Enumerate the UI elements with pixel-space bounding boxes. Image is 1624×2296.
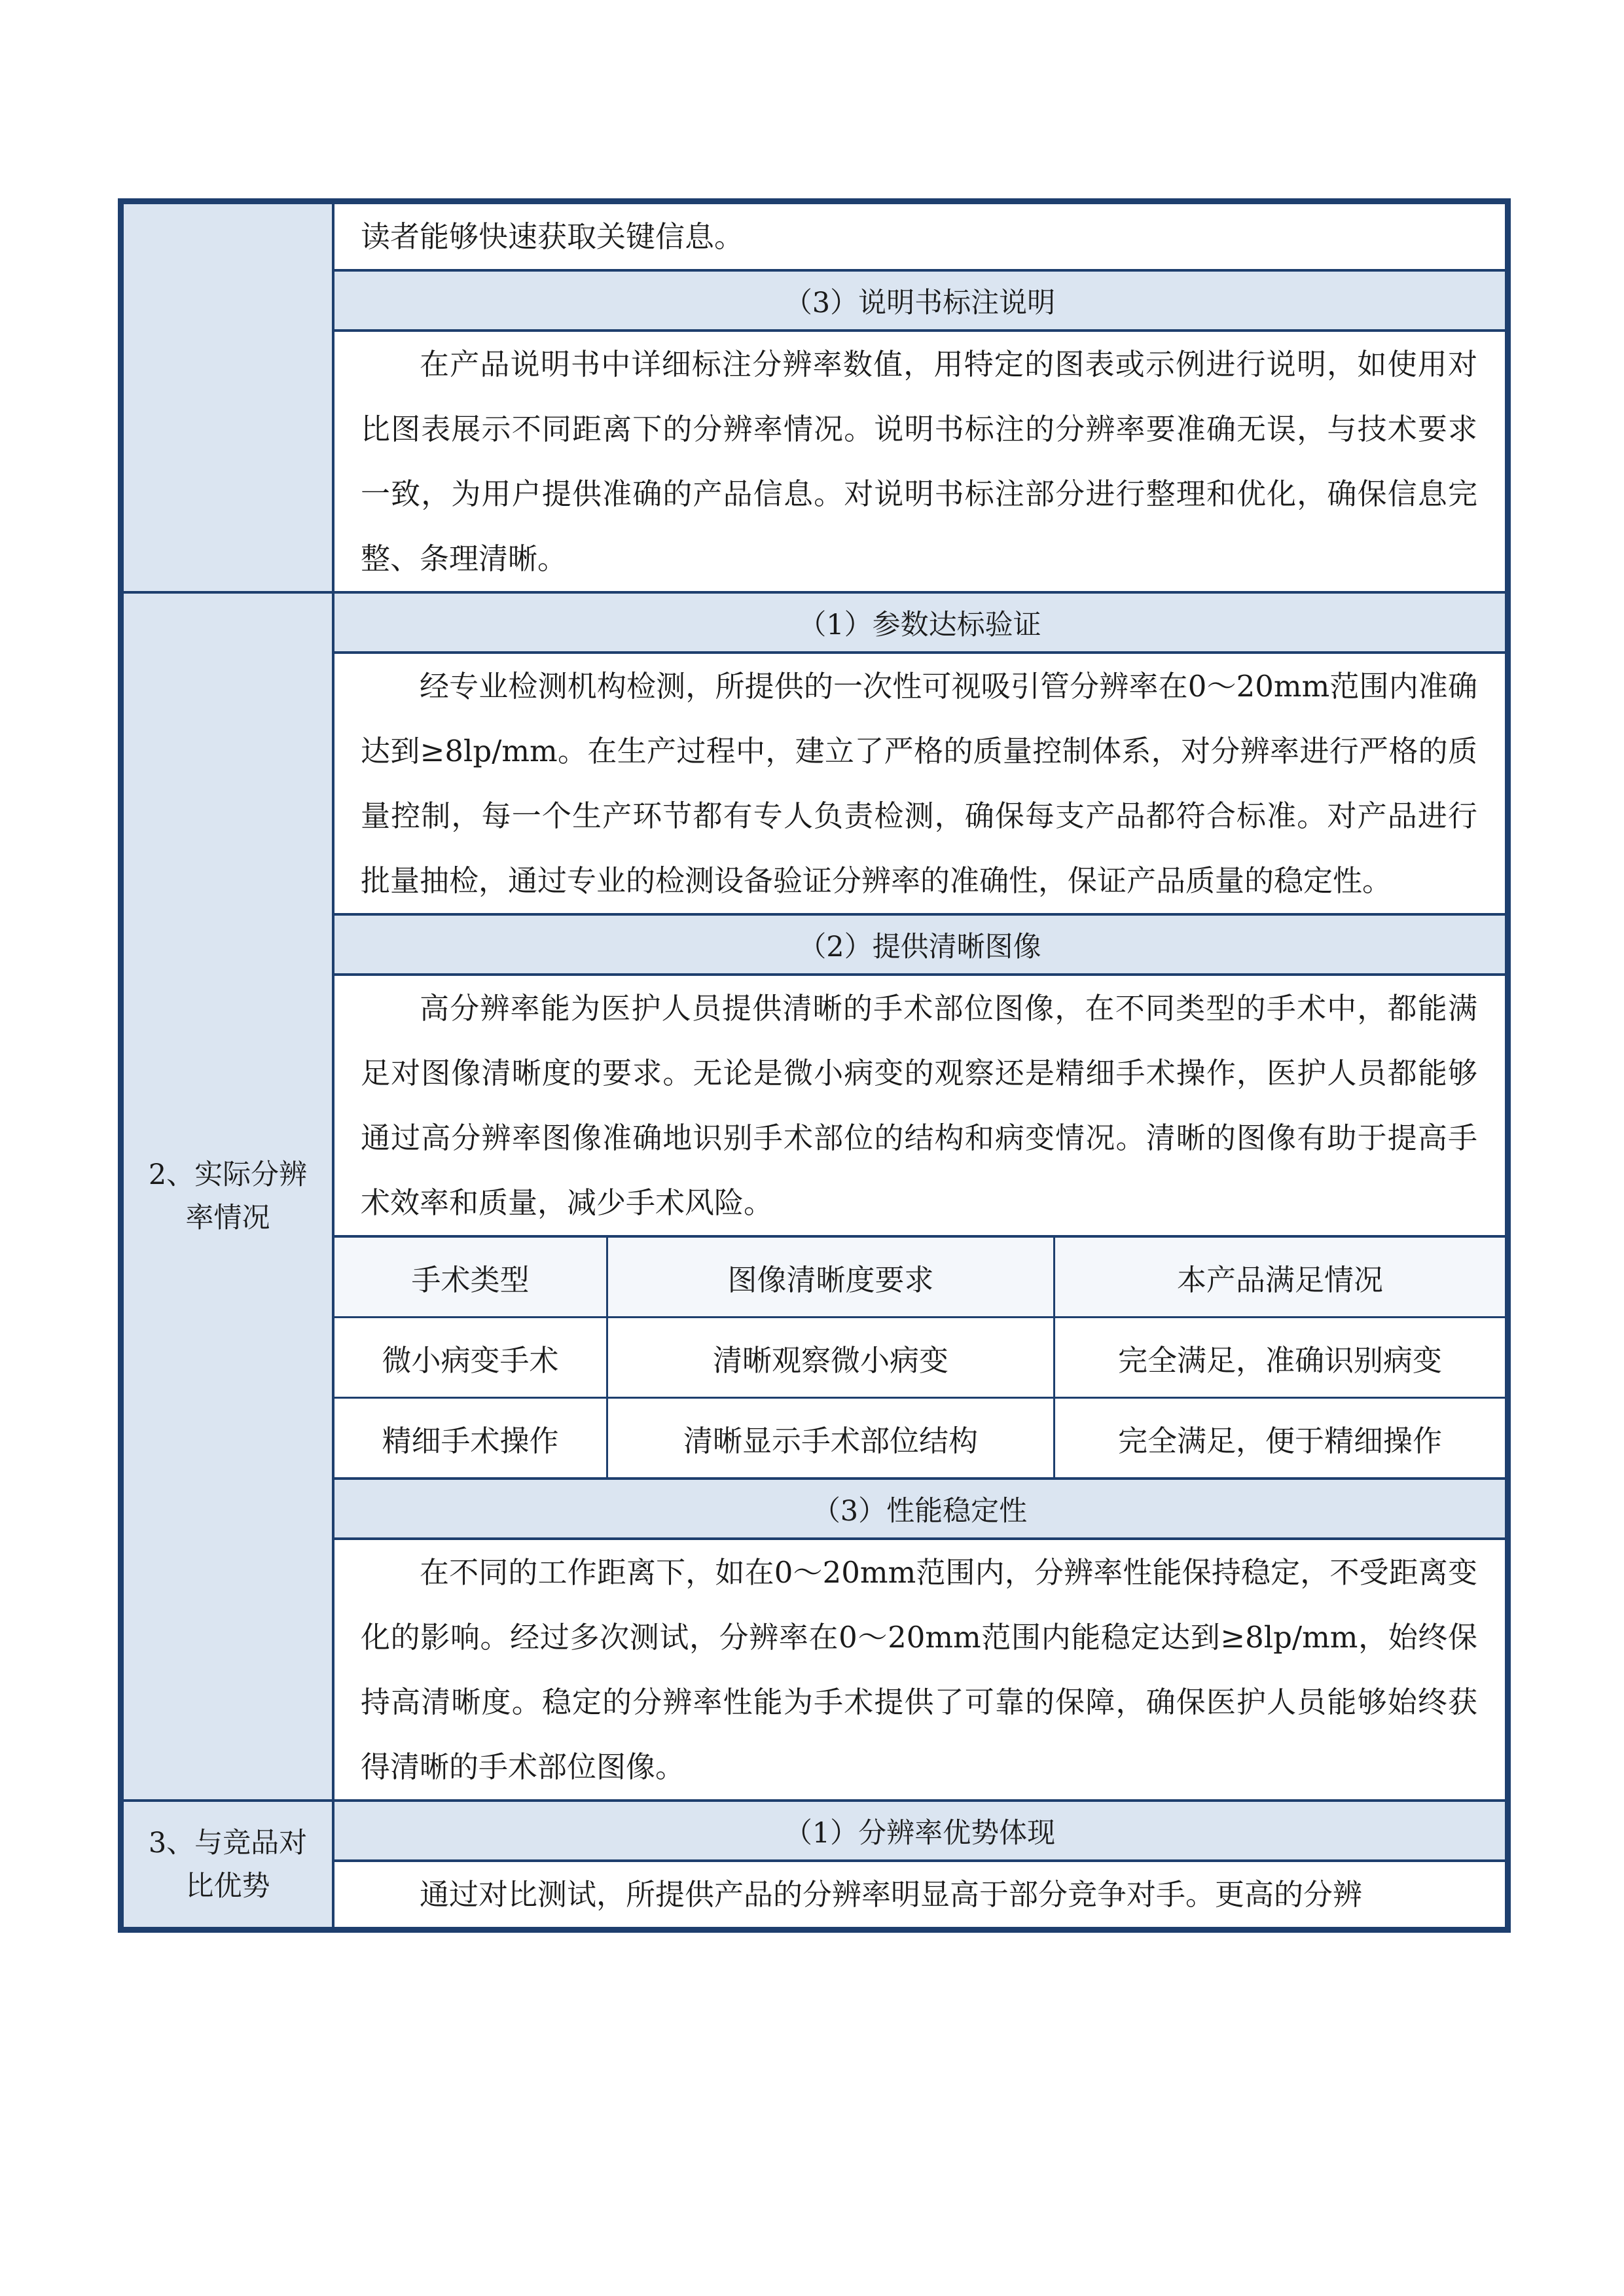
table-row <box>334 1398 1505 1478</box>
section1-sub3-paragraph: 在产品说明书中详细标注分辨率数值，用特定的图表或示例进行说明，如使用对比图表展示不同距离下的分辨率情况。说明书标注的分辨率要准确无误，与技术要求一致，为用户提供准确的产品信息。对说明书标注部分进行整理和优化，确保信息完整、条理清晰。 <box>361 347 1477 576</box>
spec-table <box>118 198 1511 1933</box>
section3-label-cell <box>121 1801 334 1930</box>
section2-label-cell <box>121 592 334 1801</box>
surgery-comparison-table <box>334 1238 1505 1477</box>
section3-sub1-body-cell <box>333 1861 1508 1930</box>
section3-sub1-title: （1）分辨率优势体现 <box>333 1801 1508 1861</box>
surgery-table-header-row <box>334 1238 1505 1318</box>
section2-sub3-paragraph: 在不同的工作距离下，如在0～20mm范围内，分辨率性能保持稳定，不受距离变化的影响。经过多次测试，分辨率在0～20mm范围内能稳定达到≥8lp/mm，始终保持高清晰度。稳定的分辨率性能为手术提供了可靠的保障，确保医护人员能够始终获得清晰的手术部位图像。 <box>361 1555 1477 1784</box>
section1-sub3-title: （3）说明书标注说明 <box>333 270 1508 331</box>
section2-sub3-body-cell <box>333 1539 1508 1801</box>
surgery-type-cell: 微小病变手术 <box>334 1318 607 1398</box>
section2-sub3-title: （3）性能稳定性 <box>333 1479 1508 1539</box>
section2-sub2-body-cell <box>333 975 1508 1236</box>
surgery-type-cell: 精细手术操作 <box>334 1398 607 1478</box>
section2-sub1-header-row <box>121 592 1508 653</box>
section2-sub1-title: （1）参数达标验证 <box>333 592 1508 653</box>
requirement-cell: 清晰显示手术部位结构 <box>607 1398 1055 1478</box>
table-row <box>334 1318 1505 1398</box>
section1-row-continuation <box>121 202 1508 271</box>
section3-sub1-paragraph: 通过对比测试，所提供产品的分辨率明显高于部分竞争对手。更高的分辨 <box>420 1877 1363 1912</box>
surgery-table-header-type: 手术类型 <box>334 1238 607 1318</box>
section2-sub2-title: （2）提供清晰图像 <box>333 914 1508 975</box>
status-cell: 完全满足，准确识别病变 <box>1055 1318 1506 1398</box>
section2-sub2-paragraph: 高分辨率能为医护人员提供清晰的手术部位图像，在不同类型的手术中，都能满足对图像清晰度的要求。无论是微小病变的观察还是精细手术操作，医护人员都能够通过高分辨率图像准确地识别手术部位的结构和病变情况。清晰的图像有助于提高手术效率和质量，减少手术风险。 <box>361 991 1477 1220</box>
section2-sub1-body-cell <box>333 653 1508 914</box>
requirement-cell: 清晰观察微小病变 <box>607 1318 1055 1398</box>
status-cell: 完全满足，便于精细操作 <box>1055 1398 1506 1478</box>
section3-sub1-header-row <box>121 1801 1508 1861</box>
section1-sub3-body-cell <box>333 331 1508 592</box>
section3-label: 3、与竞品对比优势 <box>148 1826 308 1903</box>
section2-inner-table-cell <box>333 1236 1508 1479</box>
section1-continuation-text: 读者能够快速获取关键信息。 <box>361 219 744 254</box>
section2-label: 2、实际分辨率情况 <box>148 1158 308 1234</box>
section1-label-cell <box>121 202 334 593</box>
surgery-table-header-requirement: 图像清晰度要求 <box>607 1238 1055 1318</box>
section2-sub1-paragraph: 经专业检测机构检测，所提供的一次性可视吸引管分辨率在0～20mm范围内准确达到≥8lp/mm。在生产过程中，建立了严格的质量控制体系，对分辨率进行严格的质量控制，每一个生产环节都有专人负责检测，确保每支产品都符合标准。对产品进行批量抽检，通过专业的检测设备验证分辨率的准确性，保证产品质量的稳定性。 <box>361 669 1477 898</box>
section1-continuation-cell <box>333 202 1508 271</box>
surgery-table-header-status: 本产品满足情况 <box>1055 1238 1506 1318</box>
